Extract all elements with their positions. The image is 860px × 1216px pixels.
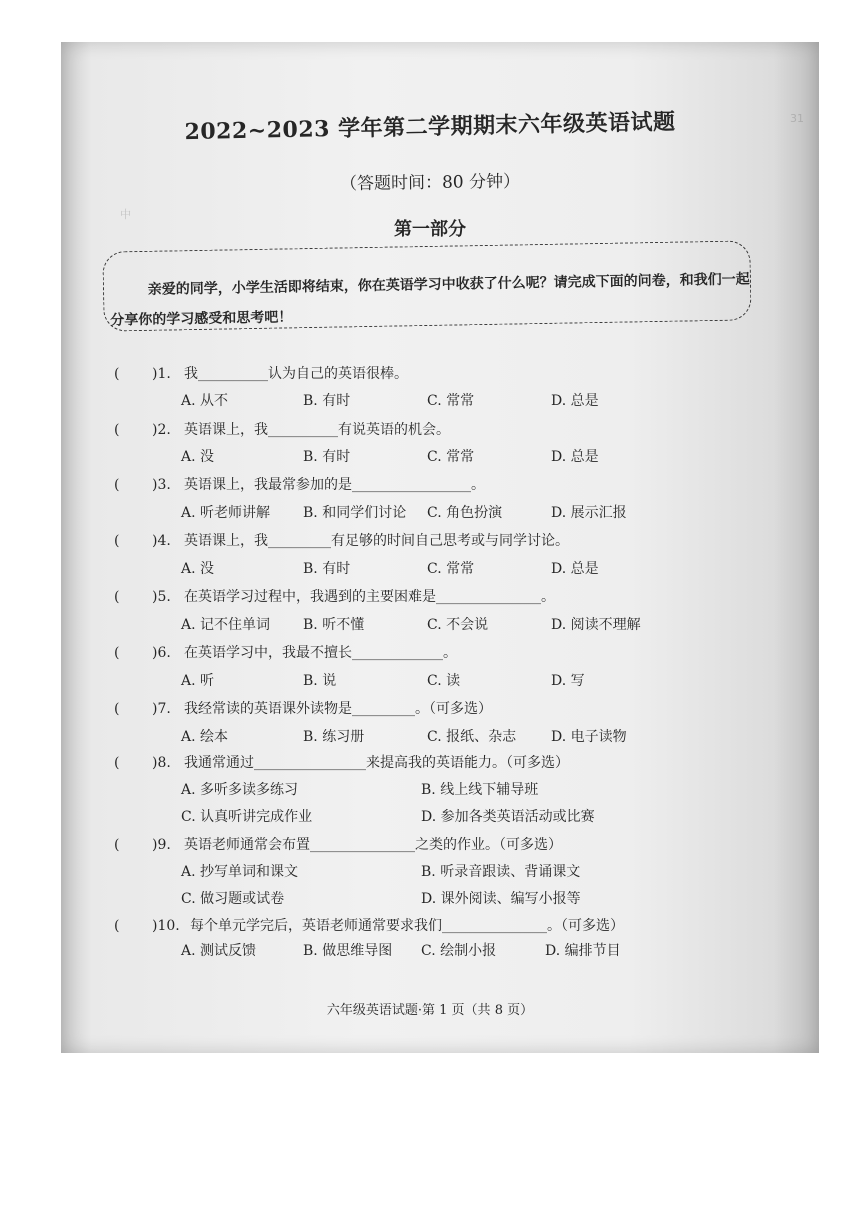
question-number: )4. (152, 533, 171, 549)
question-number: )3. (152, 477, 171, 493)
question-1 (114, 363, 754, 385)
option-c: C. 绘制小报 (421, 943, 497, 959)
answer-paren: ( (114, 755, 120, 771)
question-text: 我__________认为自己的英语很棒。 (184, 366, 408, 382)
option-a: A. 没 (181, 561, 215, 577)
part-heading: 第一部分 (394, 219, 466, 240)
question-8 (114, 752, 754, 774)
question-2 (114, 419, 754, 441)
option-d: D. 总是 (551, 393, 599, 409)
question-text: 英语课上，我__________有说英语的机会。 (184, 422, 450, 438)
option-d: D. 总是 (551, 561, 599, 577)
question-number: )6. (152, 645, 171, 661)
option-a: A. 多听多读多练习 (181, 782, 299, 798)
question-number: )10. (152, 918, 180, 934)
answer-paren: ( (114, 837, 120, 853)
question-text: 英语老师通常会布置_______________之类的作业。（可多选） (184, 837, 562, 853)
question-number: )2. (152, 422, 171, 438)
question-number: )1. (152, 366, 171, 382)
question-text: 英语课上，我最常参加的是_________________。 (184, 477, 485, 493)
option-d: D. 阅读不理解 (551, 617, 641, 633)
option-d: D. 课外阅读、编写小报等 (421, 891, 581, 907)
page-footer: 六年级英语试题·第 1 页（共 8 页） (326, 1003, 534, 1018)
option-c: C. 不会说 (427, 617, 489, 633)
option-b: B. 有时 (303, 449, 351, 465)
answer-paren: ( (114, 701, 120, 717)
answer-paren: ( (114, 477, 120, 493)
question-8-options-row-1 (181, 779, 741, 801)
question-10-options (181, 940, 741, 962)
question-text: 在英语学习中，我最不擅长_____________。 (184, 645, 457, 661)
option-a: A. 抄写单词和课文 (181, 864, 299, 880)
option-d: D. 写 (551, 673, 585, 689)
option-b: B. 和同学们讨论 (303, 505, 407, 521)
option-d: D. 编排节目 (545, 943, 621, 959)
question-10 (114, 915, 754, 937)
answer-paren: ( (114, 918, 120, 934)
option-a: A. 听 (181, 673, 215, 689)
option-c: C. 做习题或试卷 (181, 891, 285, 907)
question-9-options-row-2 (181, 888, 741, 910)
option-c: C. 认真听讲完成作业 (181, 809, 313, 825)
question-text: 每个单元学完后，英语老师通常要求我们_______________。（可多选） (190, 918, 624, 934)
option-b: B. 听不懂 (303, 617, 365, 633)
option-b: B. 听录音跟读、背诵课文 (421, 864, 581, 880)
question-6-options (181, 670, 741, 692)
answer-paren: ( (114, 589, 120, 605)
option-c: C. 常常 (427, 449, 475, 465)
question-number: )5. (152, 589, 171, 605)
answer-paren: ( (114, 366, 120, 382)
question-9 (114, 834, 754, 856)
option-b: B. 练习册 (303, 729, 365, 745)
option-d: D. 展示汇报 (551, 505, 627, 521)
question-number: )9. (152, 837, 171, 853)
question-4-options (181, 558, 741, 580)
question-5 (114, 586, 754, 608)
question-3 (114, 474, 754, 496)
option-b: B. 线上线下辅导班 (421, 782, 539, 798)
option-c: C. 常常 (427, 561, 475, 577)
question-4 (114, 530, 754, 552)
option-b: B. 有时 (303, 393, 351, 409)
question-number: )8. (152, 755, 171, 771)
answer-paren: ( (114, 533, 120, 549)
question-6 (114, 642, 754, 664)
answer-paren: ( (114, 422, 120, 438)
question-5-options (181, 614, 741, 636)
answer-paren: ( (114, 645, 120, 661)
option-d: D. 电子读物 (551, 729, 627, 745)
question-7 (114, 698, 754, 720)
bleed-through-text: 31 (790, 112, 804, 125)
question-1-options (181, 390, 741, 412)
option-a: A. 绘本 (181, 729, 229, 745)
question-7-options (181, 726, 741, 748)
option-c: C. 常常 (427, 393, 475, 409)
question-text: 英语课上，我_________有足够的时间自己思考或与同学讨论。 (184, 533, 569, 549)
intro-text: 亲爱的同学，小学生活即将结束，你在英语学习中收获了什么呢？请完成下面的问卷，和我们一起分享你的学习感受和思考吧！ (110, 271, 750, 329)
option-a: A. 听老师讲解 (181, 505, 271, 521)
option-b: B. 做思维导图 (303, 943, 393, 959)
option-d: D. 总是 (551, 449, 599, 465)
question-3-options (181, 502, 741, 524)
exam-duration: （答题时间：80 分钟） (339, 171, 521, 195)
option-d: D. 参加各类英语活动或比赛 (421, 809, 595, 825)
question-text: 我通常通过________________来提高我的英语能力。（可多选） (184, 755, 569, 771)
question-8-options-row-2 (181, 806, 741, 828)
question-9-options-row-1 (181, 861, 741, 883)
option-a: A. 从不 (181, 393, 229, 409)
question-text: 我经常读的英语课外读物是_________。（可多选） (184, 701, 492, 717)
exam-title: 2022~2023 学年第二学期期末六年级英语试题 (184, 108, 676, 146)
option-b: B. 有时 (303, 561, 351, 577)
option-c: C. 读 (427, 673, 461, 689)
question-number: )7. (152, 701, 171, 717)
option-b: B. 说 (303, 673, 337, 689)
option-c: C. 角色扮演 (427, 505, 503, 521)
option-a: A. 没 (181, 449, 215, 465)
question-text: 在英语学习过程中，我遇到的主要困难是_______________。 (184, 589, 555, 605)
option-a: A. 测试反馈 (181, 943, 257, 959)
option-c: C. 报纸、杂志 (427, 729, 517, 745)
option-a: A. 记不住单词 (181, 617, 271, 633)
bleed-through-text: 中 (120, 208, 131, 221)
question-2-options (181, 446, 741, 468)
